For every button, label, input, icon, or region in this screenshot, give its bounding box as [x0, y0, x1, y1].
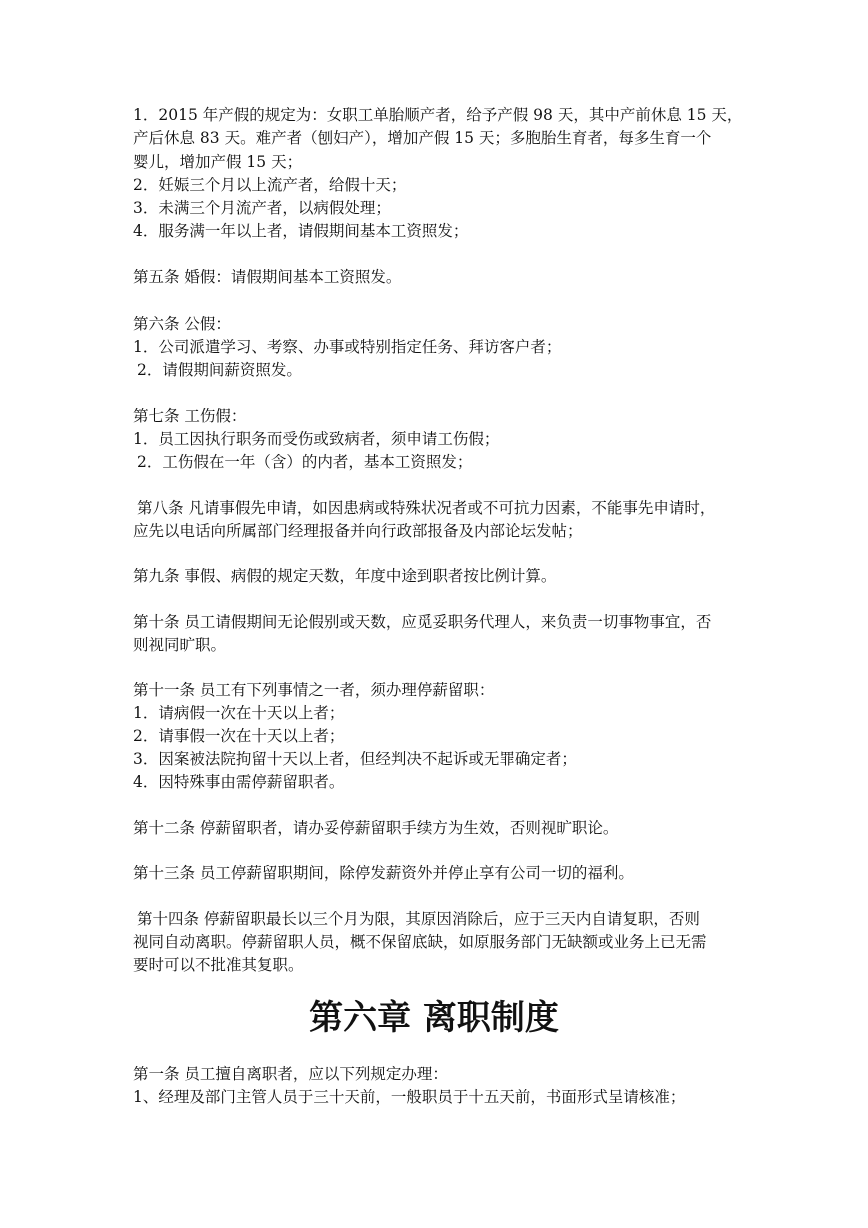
text-line: 第一条 员工擅自离职者，应以下列规定办理： — [133, 1065, 448, 1083]
text-line: 2．工伤假在一年（含）的内者，基本工资照发； — [137, 453, 473, 471]
text-line: 第七条 工伤假： — [133, 407, 247, 425]
text-line: 视同自动离职。停薪留职人员，概不保留底缺，如原服务部门无缺额或业务上已无需 — [133, 933, 707, 951]
text-line: 第十一条 员工有下列事情之一者，须办理停薪留职： — [133, 681, 495, 699]
text-line: 第五条 婚假：请假期间基本工资照发。 — [133, 268, 402, 286]
text-line: 2．请假期间薪资照发。 — [137, 361, 302, 379]
text-line: 要时可以不批准其复职。 — [133, 956, 304, 974]
text-line: 1．公司派遣学习、考察、办事或特别指定任务、拜访客户者； — [133, 338, 562, 356]
text-line: 4．服务满一年以上者，请假期间基本工资照发； — [133, 222, 469, 240]
text-line: 第九条 事假、病假的规定天数，年度中途到职者按比例计算。 — [133, 567, 557, 585]
text-line: 1、经理及部门主管人员于三十天前，一般职员于十五天前，书面形式呈请核准； — [133, 1088, 686, 1106]
text-line: 2．妊娠三个月以上流产者，给假十天； — [133, 176, 407, 194]
text-line: 应先以电话向所属部门经理报备并向行政部报备及内部论坛发帖； — [133, 522, 583, 540]
text-line: 4．因特殊事由需停薪留职者。 — [133, 773, 345, 791]
text-line: 3．未满三个月流产者，以病假处理； — [133, 199, 391, 217]
text-line: 3．因案被法院拘留十天以上者，但经判决不起诉或无罪确定者； — [133, 750, 577, 768]
text-line: 第十三条 员工停薪留职期间，除停发薪资外并停止享有公司一切的福利。 — [133, 864, 634, 882]
text-line: 婴儿，增加产假 15 天； — [133, 153, 303, 171]
text-line: 1．员工因执行职务而受伤或致病者，须申请工伤假； — [133, 430, 500, 448]
text-line: 1．请病假一次在十天以上者； — [133, 704, 345, 722]
text-line: 第十二条 停薪留职者，请办妥停薪留职手续方为生效，否则视旷职论。 — [133, 819, 619, 837]
text-line: 1．2015 年产假的规定为：女职工单胎顺产者，给予产假 98 天，其中产前休息 15 天， — [133, 106, 743, 124]
text-line: 2．请事假一次在十天以上者； — [133, 727, 345, 745]
text-line: 第十四条 停薪留职最长以三个月为限，其原因消除后，应于三天内自请复职，否则 — [137, 910, 700, 928]
text-line: 第十条 员工请假期间无论假别或天数，应觅妥职务代理人，来负责一切事物事宜，否 — [133, 613, 712, 631]
text-line: 第八条 凡请事假先申请，如因患病或特殊状况者或不可抗力因素，不能事先申请时， — [137, 499, 716, 517]
text-line: 第六条 公假： — [133, 315, 231, 333]
text-line: 产后休息 83 天。难产者（刨妇产），增加产假 15 天；多胞胎生育者，每多生育一个 — [133, 129, 712, 147]
chapter-title: 第六章 离职制度 — [309, 998, 559, 1038]
text-line: 则视同旷职。 — [133, 636, 227, 654]
